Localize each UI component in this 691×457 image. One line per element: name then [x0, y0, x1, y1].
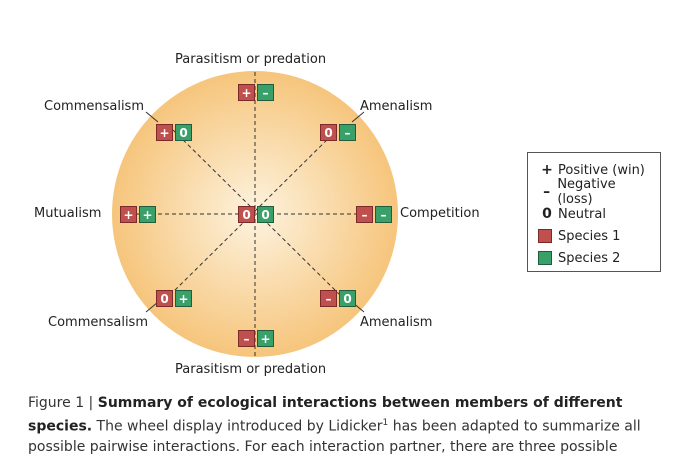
label-top: Parasitism or predation	[175, 52, 327, 67]
caption-reference: 1	[382, 418, 389, 428]
legend-item	[536, 247, 652, 269]
pair-top-right	[320, 124, 356, 141]
plus-symbol: +	[541, 162, 553, 178]
legend-label: Negative (loss)	[557, 177, 616, 207]
label-bottom: Parasitism or predation	[175, 362, 327, 377]
pair-center	[238, 206, 274, 223]
species2-swatch	[538, 251, 552, 265]
species1-sign: 0	[320, 124, 337, 141]
species2-sign: +	[257, 330, 274, 347]
legend	[527, 152, 661, 272]
minus-symbol: –	[543, 184, 551, 200]
caption-prefix: Figure 1 |	[28, 395, 98, 411]
species2-sign: 0	[175, 124, 192, 141]
legend-item	[536, 225, 652, 247]
figure-caption	[28, 393, 678, 457]
species1-sign: +	[156, 124, 173, 141]
species2-sign: –	[257, 84, 274, 101]
pair-left	[120, 206, 156, 223]
legend-label: Species 2	[558, 250, 621, 266]
legend-item	[536, 177, 652, 207]
species1-sign: +	[120, 206, 137, 223]
species1-sign: 0	[156, 290, 173, 307]
pair-top-left	[156, 124, 192, 141]
species2-sign: +	[175, 290, 192, 307]
label-right: Competition	[400, 206, 480, 221]
caption-body-continued: has been adapted to summarize all possible pairwise interactions. For each interaction partner, there are three possible	[28, 418, 641, 455]
species1-sign: 0	[238, 206, 255, 223]
pair-bottom-left	[156, 290, 192, 307]
species1-sign: –	[356, 206, 373, 223]
legend-label: Species 1	[558, 228, 621, 244]
zero-symbol: 0	[542, 206, 552, 222]
species1-swatch	[538, 229, 552, 243]
pair-bottom-right	[320, 290, 356, 307]
label-left: Mutualism	[34, 206, 102, 221]
species1-sign: –	[238, 330, 255, 347]
species2-sign: 0	[339, 290, 356, 307]
caption-body: The wheel display introduced by Lidicker	[92, 418, 383, 435]
label-bottom-left: Commensalism	[48, 315, 148, 330]
pair-bottom	[238, 330, 274, 347]
label-bottom-right: Amenalism	[360, 315, 433, 330]
pair-top	[238, 84, 274, 101]
species2-sign: 0	[257, 206, 274, 223]
pair-right	[356, 206, 392, 223]
species2-sign: +	[139, 206, 156, 223]
label-top-right: Amenalism	[360, 99, 433, 114]
caption-title: Summary of ecological interactions between members of different species.	[28, 395, 623, 435]
legend-label: Neutral	[558, 206, 606, 222]
species1-sign: –	[320, 290, 337, 307]
legend-label: Positive (win)	[558, 162, 645, 178]
species1-sign: +	[238, 84, 255, 101]
species2-sign: –	[339, 124, 356, 141]
species2-sign: –	[375, 206, 392, 223]
label-top-left: Commensalism	[44, 99, 144, 114]
